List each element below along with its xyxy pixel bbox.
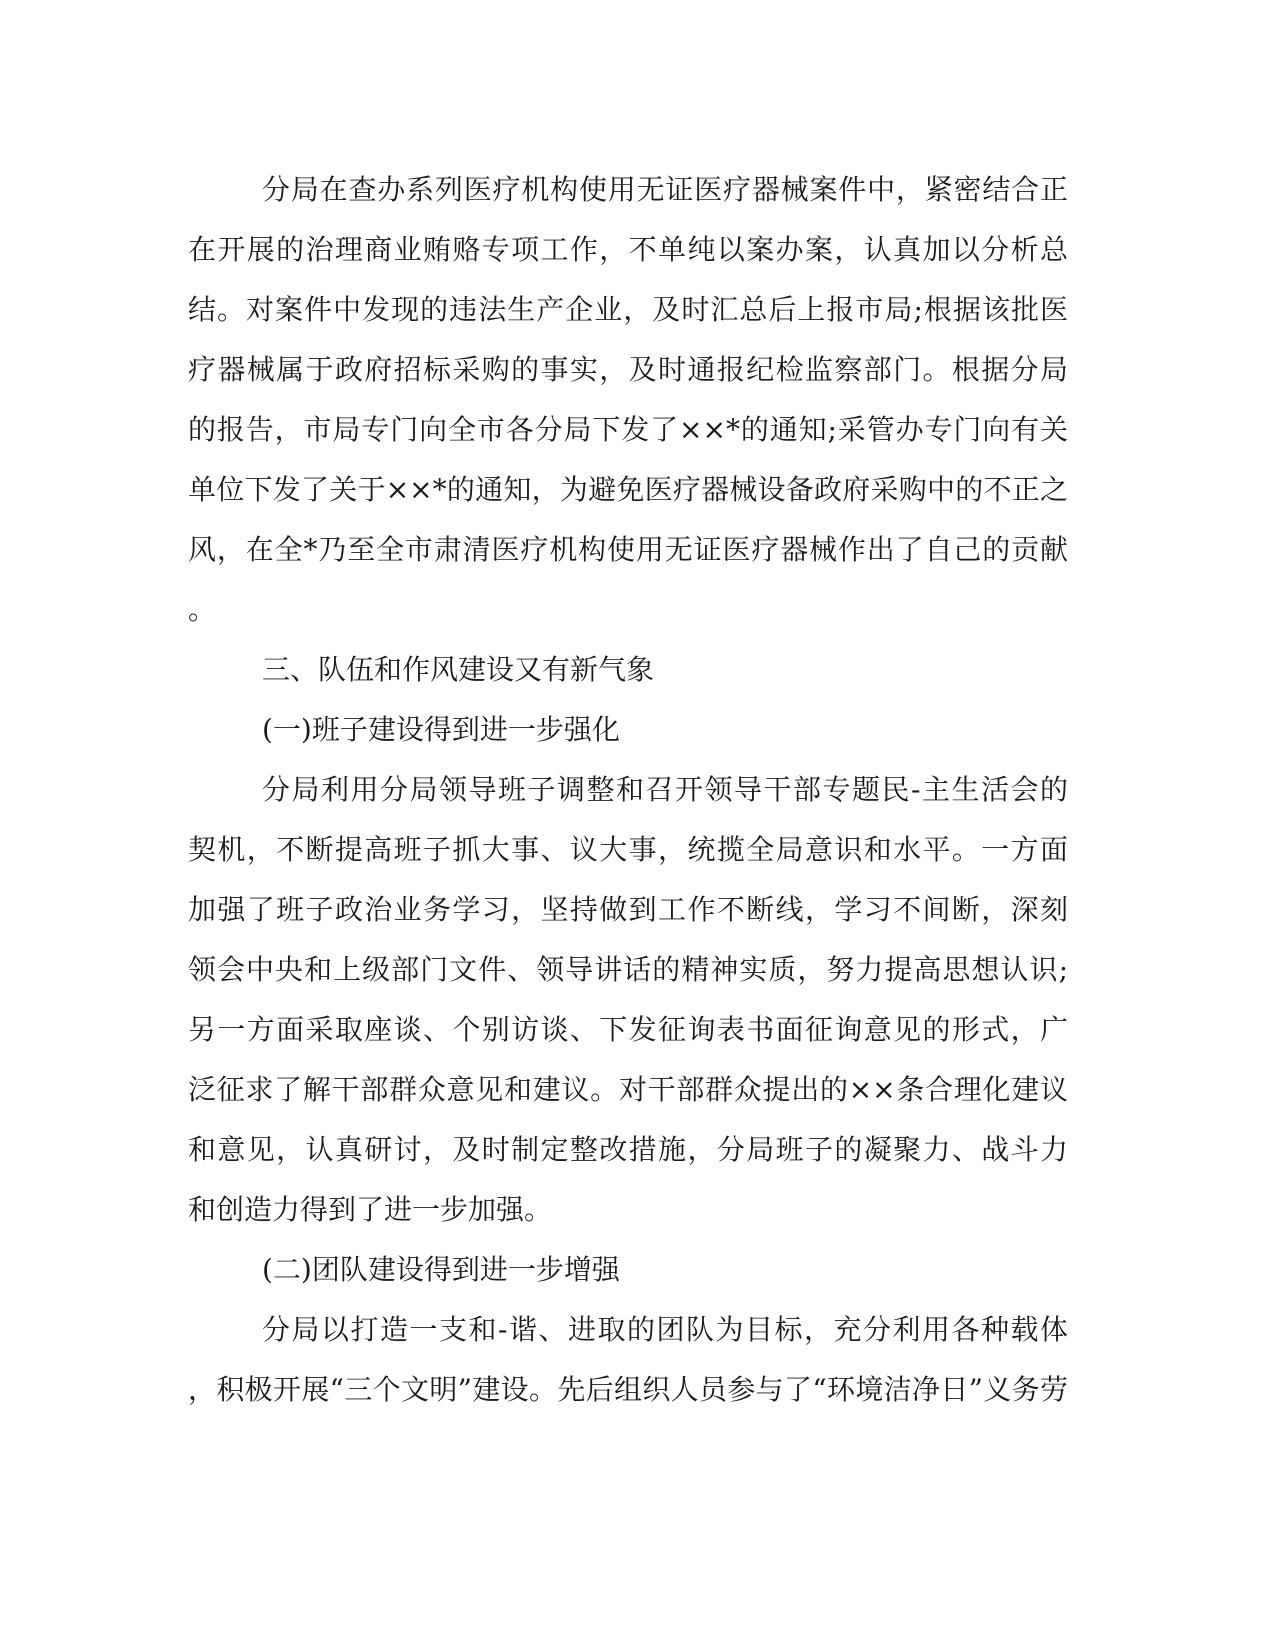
subsection-heading: (一)班子建设得到进一步强化 <box>262 713 620 746</box>
paragraph-line: 契机，不断提高班子抓大事、议大事，统揽全局意识和水平。一方面 <box>188 833 1068 866</box>
paragraph-line: 风，在全*乃至全市肃清医疗机构使用无证医疗器械作出了自己的贡献 <box>188 533 1068 566</box>
paragraph-line: 疗器械属于政府招标采购的事实，及时通报纪检监察部门。根据分局 <box>188 353 1068 386</box>
paragraph-line: 另一方面采取座谈、个别访谈、下发征询表书面征询意见的形式，广 <box>188 1013 1068 1046</box>
subsection-heading: (二)团队建设得到进一步增强 <box>262 1253 620 1286</box>
paragraph-line: 的报告，市局专门向全市各分局下发了××*的通知;采管办专门向有关 <box>188 413 1068 446</box>
paragraph-line: 泛征求了解干部群众意见和建议。对干部群众提出的××条合理化建议 <box>188 1073 1068 1106</box>
paragraph-line: 分局以打造一支和-谐、进取的团队为目标，充分利用各种载体 <box>262 1313 1068 1346</box>
document-body <box>188 160 1068 1420</box>
paragraph-line: 单位下发了关于××*的通知，为避免医疗器械设备政府采购中的不正之 <box>188 473 1068 506</box>
paragraph-line: 。 <box>188 593 217 626</box>
paragraph-line: 和意见，认真研讨，及时制定整改措施，分局班子的凝聚力、战斗力 <box>188 1133 1068 1166</box>
paragraph-line: 分局在查办系列医疗机构使用无证医疗器械案件中，紧密结合正 <box>262 173 1068 206</box>
section-heading: 三、队伍和作风建设又有新气象 <box>262 653 655 686</box>
paragraph-line: ，积极开展“三个文明”建设。先后组织人员参与了“环境洁净日”义务劳 <box>188 1373 1068 1406</box>
paragraph-line: 在开展的治理商业贿赂专项工作，不单纯以案办案，认真加以分析总 <box>188 233 1068 266</box>
paragraph-line: 领会中央和上级部门文件、领导讲话的精神实质，努力提高思想认识; <box>188 953 1068 986</box>
paragraph-line: 分局利用分局领导班子调整和召开领导干部专题民-主生活会的 <box>262 773 1068 806</box>
paragraph-line: 结。对案件中发现的违法生产企业，及时汇总后上报市局;根据该批医 <box>188 293 1068 326</box>
paragraph-line: 和创造力得到了进一步加强。 <box>188 1193 553 1226</box>
paragraph-line: 加强了班子政治业务学习，坚持做到工作不断线，学习不间断，深刻 <box>188 893 1068 926</box>
